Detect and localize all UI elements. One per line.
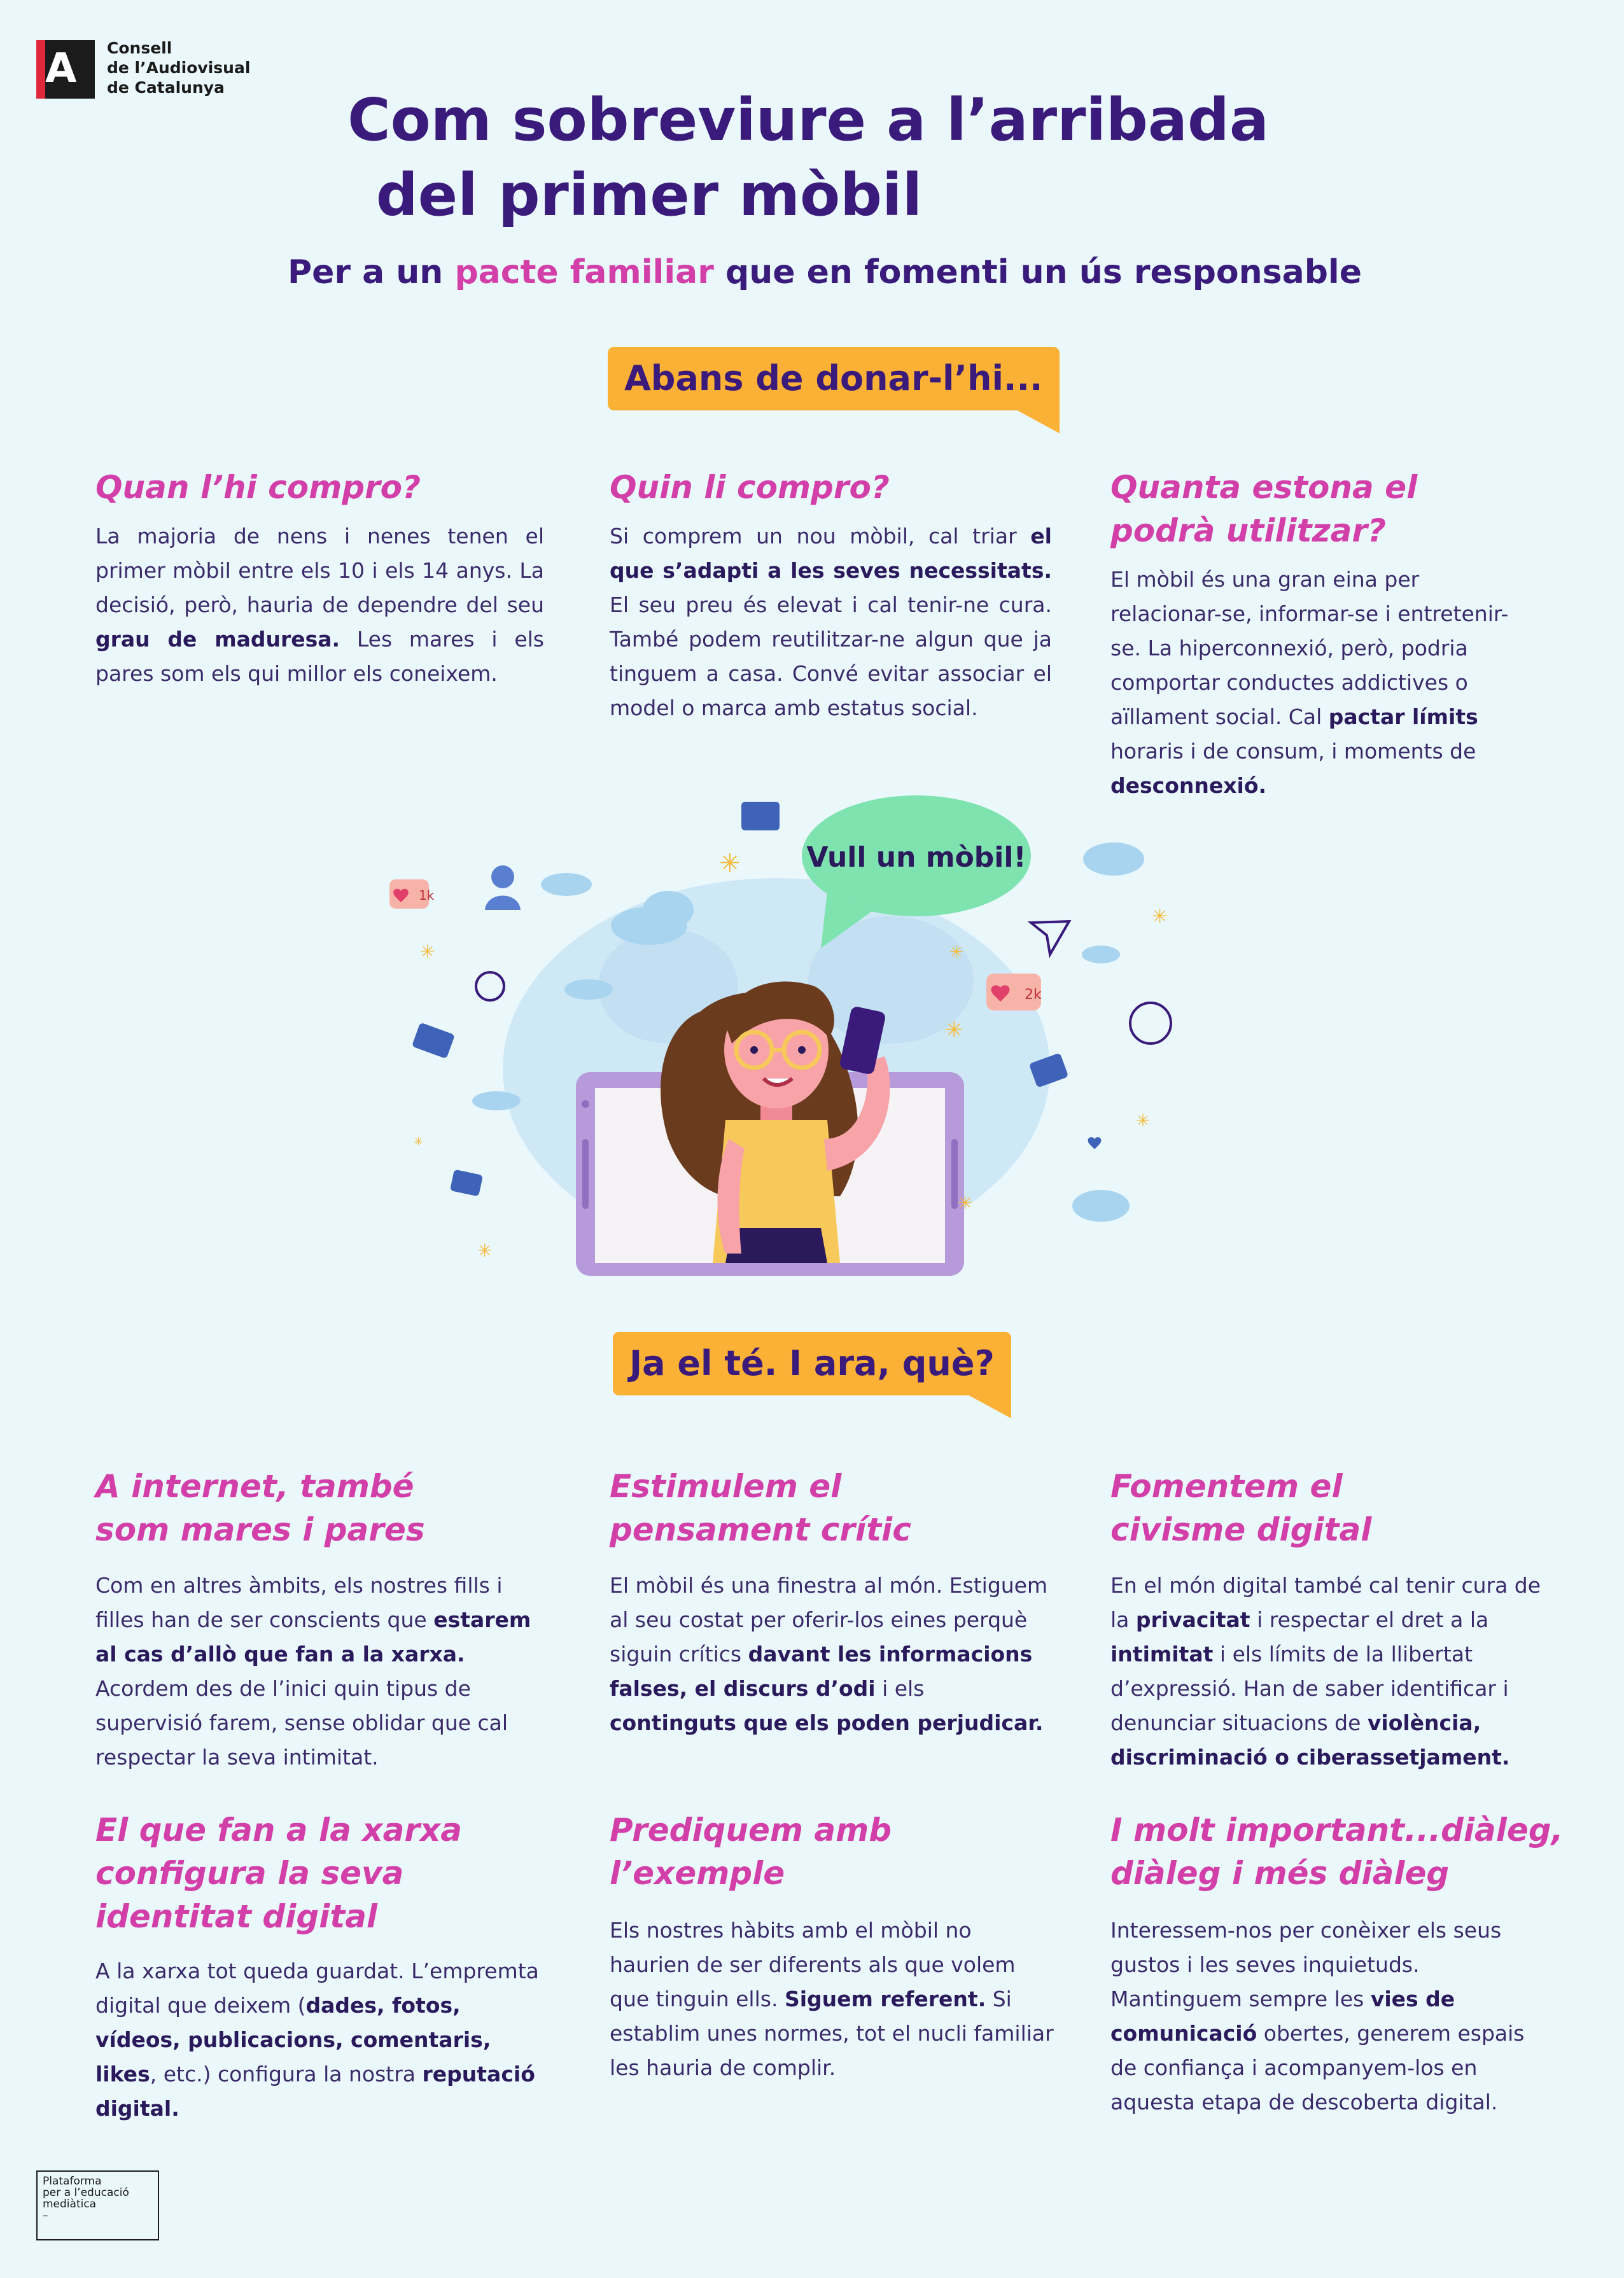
page-title-line1: Com sobreviure a l’arribada <box>347 86 1269 154</box>
svg-text:✳: ✳ <box>477 1240 493 1261</box>
heading-internet-parents: A internet, també som mares i pares <box>95 1468 425 1548</box>
logo-line: Consell <box>107 39 172 57</box>
heart-2k-badge-icon <box>986 974 1042 1010</box>
svg-text:✳: ✳ <box>414 1135 424 1149</box>
text-critical-thinking: El mòbil és una finestra al món. Estiguem al seu costat per oferir-los eines perquè siguin crítics davant les informacions falses, el discurs d’odi i els continguts que els poden perjudicar. <box>610 1573 1048 1735</box>
text-when-buy: La majoria de nens i nenes tenen el primer mòbil entre els 10 i els 14 anys. La decisió, però, hauria de dependre del seu grau de maduresa. Les mares i els pares som els qui millor els coneixem. <box>95 524 544 686</box>
footer-dash: – <box>43 2209 48 2222</box>
svg-text:✳: ✳ <box>945 1017 963 1043</box>
heading-dialogue: I molt important...diàleg, diàleg i més diàleg <box>1110 1812 1564 1892</box>
svg-text:✳: ✳ <box>719 849 741 878</box>
heading-when-buy: Quan l’hi compro? <box>95 469 421 506</box>
chat-bubble-icon <box>741 802 780 830</box>
svg-text:✳: ✳ <box>949 943 963 962</box>
speech-text: Vull un mòbil! <box>806 841 1026 874</box>
heading-which-buy: Quin li compro? <box>610 469 890 506</box>
section-tag-after: Ja el té. I ara, què? <box>613 1332 1011 1395</box>
thumbs-up-icon <box>412 1023 455 1059</box>
heading-critical-thinking: Estimulem el pensament crític <box>610 1468 911 1548</box>
footer-line: Plataforma <box>43 2175 102 2188</box>
heading-lead-example: Prediquem amb l’exemple <box>610 1812 892 1892</box>
footer-line: per a l’educació <box>43 2186 129 2199</box>
chat-outline-icon <box>476 972 504 1000</box>
subtitle-pre: Per a un <box>287 253 455 291</box>
text-internet-parents: Com en altres àmbits, els nostres fills i filles han de ser conscients que estarem al cas d’allò que fan a la xarxa. Acordem des de l’inici quin tipus de supervisió farem, sense oblidar que cal respectar la seva intimitat. <box>95 1573 531 1770</box>
svg-text:✳: ✳ <box>420 941 435 962</box>
heart-1k-badge-icon <box>389 879 435 909</box>
text-dialogue: Interessem-nos per conèixer els seus gustos i les seves inquietuds. Mantinguem sempre les vies de comunicació obertes, generem espais de confiança i acompanyem-los en aquesta etapa de descoberta digital. <box>1110 1918 1525 2114</box>
svg-text:2k: 2k <box>1025 987 1042 1003</box>
logo-line: de Catalunya <box>107 78 225 97</box>
svg-text:1k: 1k <box>419 888 435 903</box>
user-icon <box>485 865 521 910</box>
subtitle-post: que en fomenti un ús responsable <box>713 253 1362 291</box>
text-how-long: El mòbil és una gran eina per relacionar-se, informar-se i entretenir-se. La hiperconnexió, però, podria comportar conductes addictives o aïllament social. Cal pactar límits horaris i de consum, i moments de desconnexió. <box>1110 567 1509 798</box>
footer-line: mediàtica <box>43 2198 97 2211</box>
text-digital-civism: En el món digital també cal tenir cura de la privacitat i respectar el dret a la intimitat i els límits de la llibertat d’expressió. Han de saber identificar i denunciar situacions de violència, discriminació o ciberassetjament. <box>1110 1573 1541 1770</box>
svg-text:✳: ✳ <box>1136 1112 1150 1131</box>
platform-logo-box <box>36 2170 159 2240</box>
svg-text:✳: ✳ <box>958 1192 973 1213</box>
small-heart-icon <box>1088 1137 1102 1149</box>
svg-text:✳: ✳ <box>1152 905 1168 928</box>
text-which-buy: Si comprem un nou mòbil, cal triar el que s’adapti a les seves necessitats. El seu preu és elevat i cal tenir-ne cura. També podem reutilitzar-ne algun que ja tinguem a casa. Convé evitar associar el model o marca amb estatus social. <box>610 524 1052 720</box>
heading-digital-civism: Fomentem el civisme digital <box>1110 1468 1372 1548</box>
text-digital-identity: A la xarxa tot queda guardat. L’empremta digital que deixem (dades, fotos, vídeos, publicacions, comentaris, likes, etc.) configura la nostra reputació digital. <box>95 1959 539 2121</box>
section-tag-before: Abans de donar-l’hi... <box>608 347 1060 410</box>
subtitle-highlight: pacte familiar <box>454 253 714 291</box>
chat-outline-icon-2 <box>1130 1003 1171 1044</box>
text-lead-example: Els nostres hàbits amb el mòbil no haurien de ser diferents als que volem que tinguin ells. Siguem referent. Si establim unes normes, tot el nucli familiar les hauria de complir. <box>610 1918 1054 2080</box>
girl-phone-illustration <box>369 783 1235 1292</box>
page-subtitle <box>13 253 1624 291</box>
send-icon <box>1031 921 1069 954</box>
heading-digital-identity: El que fan a la xarxa configura la seva identitat digital <box>95 1812 462 1935</box>
logo-letter: A <box>45 45 77 92</box>
logo-line: de l’Audiovisual <box>107 59 251 77</box>
message-icon <box>450 1170 483 1197</box>
page-title-line2: del primer mòbil <box>375 161 923 229</box>
heading-how-long: Quanta estona el podrà utilitzar? <box>1110 469 1418 549</box>
